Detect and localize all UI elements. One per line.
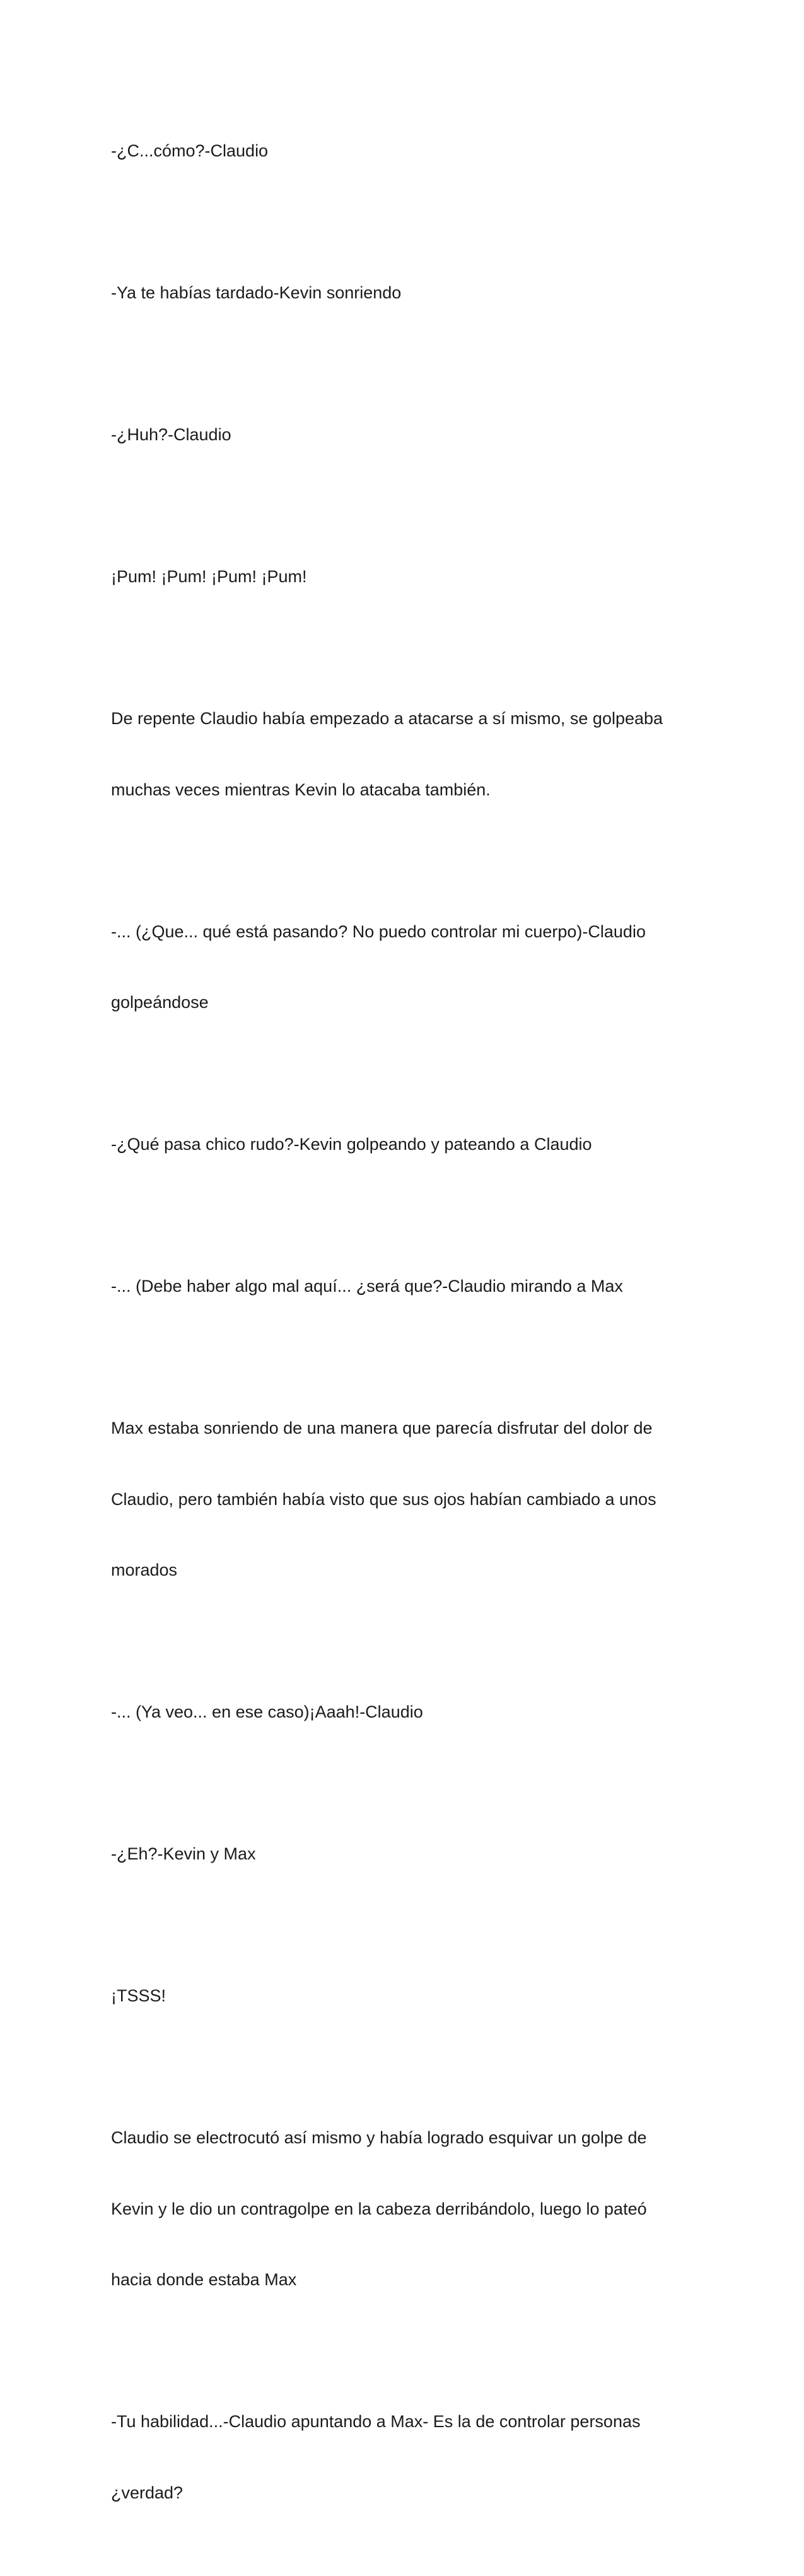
text-line: -... (¿Que... qué está pasando? No puedo controlar mi cuerpo)-Claudio <box>111 922 646 941</box>
text-line: morados <box>111 1560 178 1579</box>
text-line: -¿Qué pasa chico rudo?-Kevin golpeando y pateando a Claudio <box>111 1135 592 1154</box>
paragraph <box>111 1653 697 1772</box>
text-line: ¿verdad? <box>111 2483 184 2502</box>
text-line: Max estaba sonriendo de una manera que parecía disfrutar del dolor de <box>111 1419 653 1437</box>
text-line: Claudio, pero también había visto que sus ojos habían cambiado a unos <box>111 1489 656 1509</box>
paragraph <box>111 1369 697 1630</box>
text-line: hacia donde estaba Max <box>111 2270 297 2289</box>
text-line: -¿Huh?-Claudio <box>111 425 231 444</box>
text-line: muchas veces mientras Kevin lo atacaba también. <box>111 780 491 799</box>
paragraph <box>111 1086 697 1204</box>
paragraph <box>111 376 697 495</box>
paragraph <box>111 660 697 849</box>
text-line: -¿C...cómo?-Claudio <box>111 141 269 160</box>
text-line: golpeándose <box>111 993 209 1012</box>
paragraph <box>111 234 697 353</box>
document-body <box>111 92 697 2576</box>
paragraph <box>111 92 697 211</box>
text-line: -Tu habilidad...-Claudio apuntando a Max- Es la de controlar personas <box>111 2412 641 2431</box>
paragraph <box>111 518 697 636</box>
text-line: De repente Claudio había empezado a atacarse a sí mismo, se golpeaba <box>111 709 663 728</box>
text-line: Kevin y le dio un contragolpe en la cabeza derribándolo, luego lo pateó <box>111 2199 647 2218</box>
paragraph <box>111 1795 697 1914</box>
paragraph <box>111 2079 697 2339</box>
text-line: -¿Eh?-Kevin y Max <box>111 1844 256 1863</box>
text-line: ¡TSSS! <box>111 1986 166 2005</box>
paragraph <box>111 2363 697 2552</box>
text-line: -Ya te habías tardado-Kevin sonriendo <box>111 283 402 302</box>
paragraph <box>111 873 697 1062</box>
paragraph <box>111 1937 697 2056</box>
text-line: -... (Debe haber algo mal aquí... ¿será que?-Claudio mirando a Max <box>111 1277 623 1296</box>
paragraph <box>111 1227 697 1346</box>
text-line: -... (Ya veo... en ese caso)¡Aaah!-Claudio <box>111 1702 423 1721</box>
text-line: Claudio se electrocutó así mismo y había logrado esquivar un golpe de <box>111 2128 647 2147</box>
text-line: ¡Pum! ¡Pum! ¡Pum! ¡Pum! <box>111 567 307 586</box>
